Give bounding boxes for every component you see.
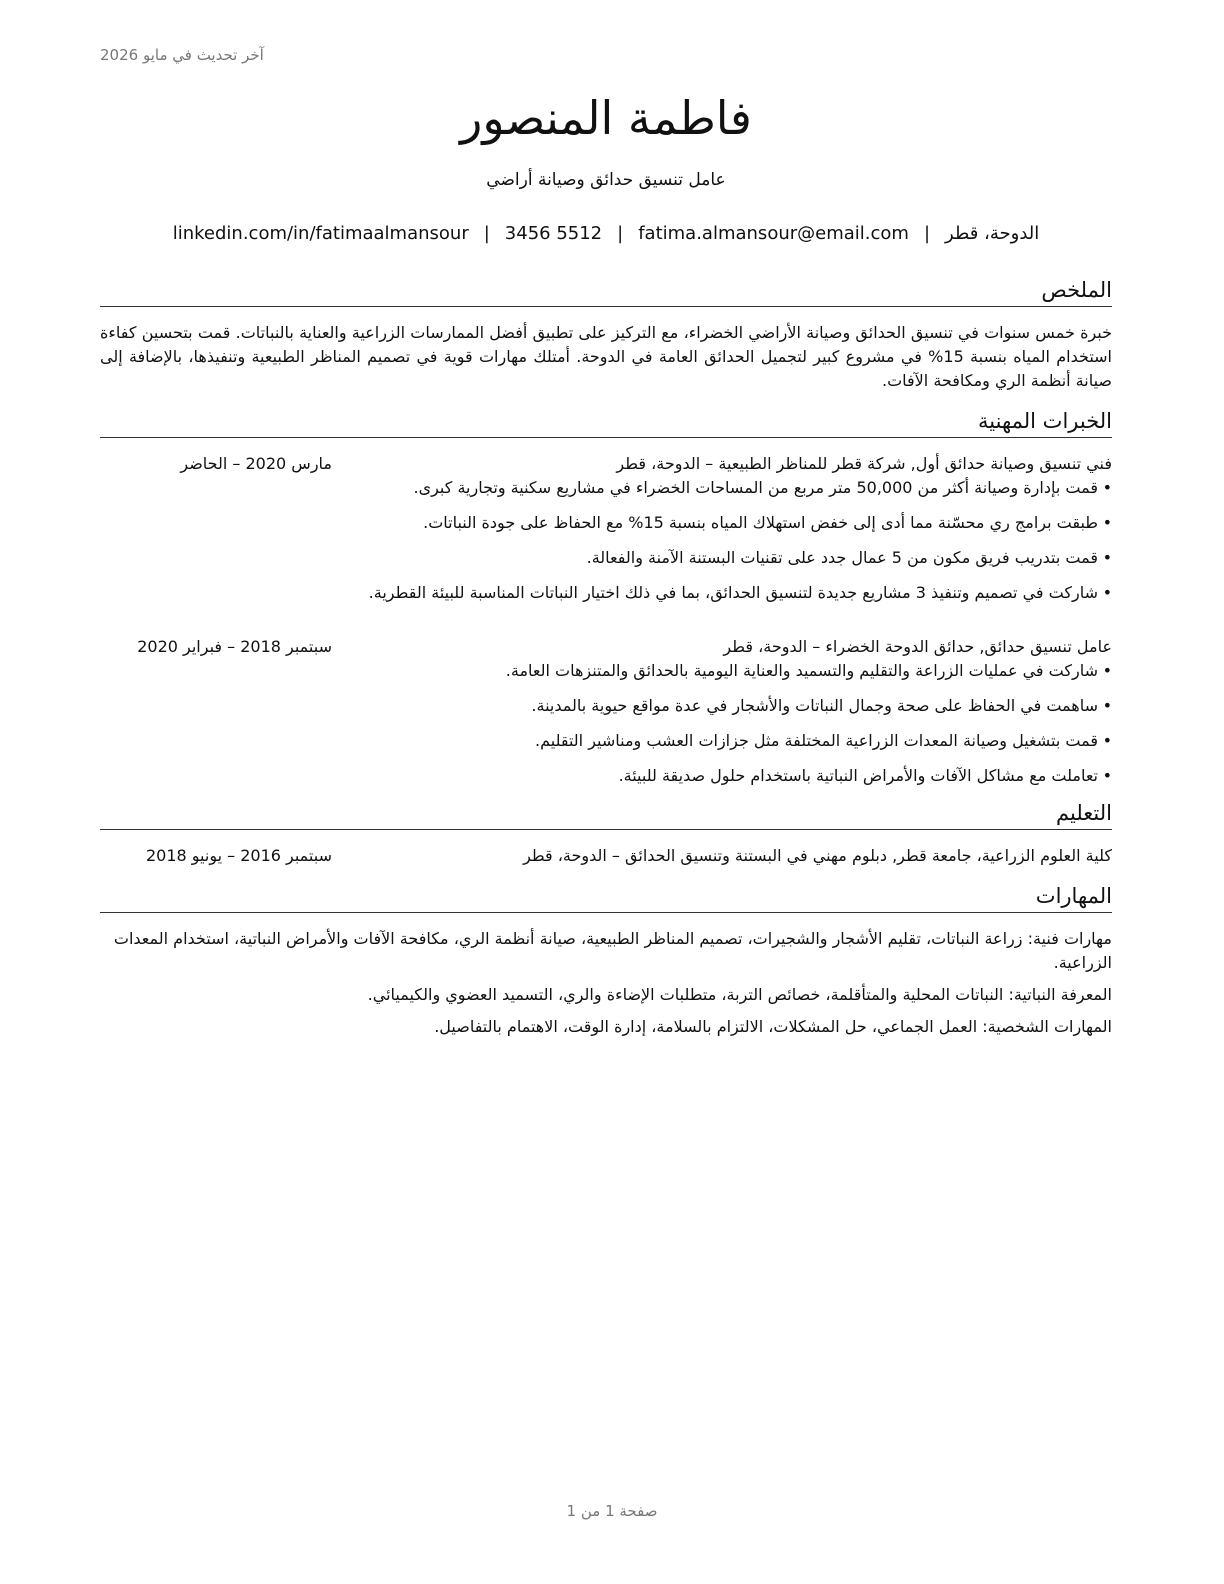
job-role-company: عامل تنسيق حدائق, حدائق الدوحة الخضراء – الدوحة، قطر <box>723 637 1112 656</box>
bullet-icon: • <box>1102 766 1112 785</box>
bullet-text: قمت بتدريب فريق مكون من 5 عمال جدد على تقنيات البستنة الآمنة والفعالة. <box>586 548 1098 567</box>
skills-heading: المهارات <box>100 882 1112 913</box>
education-heading: التعليم <box>100 799 1112 830</box>
summary-heading: الملخص <box>100 276 1112 307</box>
experience-heading: الخبرات المهنية <box>100 407 1112 438</box>
bullet-icon: • <box>1102 661 1112 680</box>
bullet-icon: • <box>1102 478 1112 497</box>
contact-separator: | <box>483 223 490 244</box>
job-entry <box>100 452 1112 605</box>
education-dates: سبتمبر 2016 – يونيو 2018 <box>145 846 332 865</box>
resume-content <box>100 276 1112 1047</box>
job-bullet <box>100 764 1112 788</box>
experience-section <box>100 407 1112 788</box>
bullet-text: قمت بإدارة وصيانة أكثر من 50,000 متر مربع من المساحات الخضراء في مشاريع سكنية وتجارية كبرى. <box>413 478 1098 497</box>
skills-plant-knowledge: المعرفة النباتية: النباتات المحلية والمتأقلمة، خصائص التربة، متطلبات الإضاءة والري، التسميد العضوي والكيميائي. <box>367 985 1112 1004</box>
bullet-icon: • <box>1102 731 1112 750</box>
contact-email[interactable]: fatima.almansour@email.com <box>638 223 909 244</box>
bullet-text: شاركت في عمليات الزراعة والتقليم والتسميد والعناية اليومية بالحدائق والمتنزهات العامة. <box>505 661 1098 680</box>
education-entry <box>100 844 1112 868</box>
job-bullet <box>100 511 1112 535</box>
job-entry <box>100 635 1112 788</box>
last-updated-note: آخر تحديث في مايو 2026 <box>100 46 264 64</box>
job-bullet <box>100 694 1112 718</box>
bullet-icon: • <box>1102 583 1112 602</box>
job-bullet <box>100 659 1112 683</box>
skills-section <box>100 882 1112 1039</box>
bullet-text: شاركت في تصميم وتنفيذ 3 مشاريع جديدة لتنسيق الحدائق، بما في ذلك اختيار النباتات المناسبة للبيئة القطرية. <box>368 583 1098 602</box>
job-bullet-list <box>100 476 1112 605</box>
bullet-text: ساهمت في الحفاظ على صحة وجمال النباتات والأشجار في عدة مواقع حيوية بالمدينة. <box>531 696 1098 715</box>
bullet-icon: • <box>1102 513 1112 532</box>
contact-line <box>100 223 1112 244</box>
job-dates: سبتمبر 2018 – فبراير 2020 <box>137 637 332 656</box>
job-bullet <box>100 546 1112 570</box>
bullet-icon: • <box>1102 548 1112 567</box>
candidate-name: فاطمة المنصور <box>460 91 752 145</box>
skills-personal: المهارات الشخصية: العمل الجماعي، حل المشكلات، الالتزام بالسلامة، إدارة الوقت، الاهتمام بالتفاصيل. <box>434 1017 1112 1036</box>
summary-section <box>100 276 1112 393</box>
job-bullet-list <box>100 659 1112 788</box>
job-bullet <box>100 729 1112 753</box>
bullet-icon: • <box>1102 696 1112 715</box>
contact-separator: | <box>617 223 624 244</box>
bullet-text: تعاملت مع مشاكل الآفات والأمراض النباتية باستخدام حلول صديقة للبيئة. <box>618 766 1098 785</box>
candidate-job-title: عامل تنسيق حدائق وصيانة أراضي <box>486 170 726 190</box>
education-institution: كلية العلوم الزراعية، جامعة قطر, دبلوم مهني في البستنة وتنسيق الحدائق – الدوحة، قطر <box>523 846 1112 865</box>
job-bullet <box>100 476 1112 500</box>
summary-text: خبرة خمس سنوات في تنسيق الحدائق وصيانة الأراضي الخضراء، مع التركيز على تطبيق أفضل الممارسات الزراعية والعناية بالنباتات. قمت بتحسين كفاءة استخدام المياه بنسبة 15% في مشروع كبير لتجميل الحدائق العامة في الدوحة. أمتلك مهارات قوية في تصميم المناظر الطبيعية وتنفيذها، بالإضافة إلى صيانة أنظمة الري ومكافحة الآفات. <box>100 323 1113 390</box>
education-section <box>100 799 1112 868</box>
job-header <box>100 635 1112 659</box>
job-dates: مارس 2020 – الحاضر <box>180 454 332 473</box>
contact-location: الدوحة، قطر <box>945 223 1040 244</box>
contact-linkedin[interactable]: linkedin.com/in/fatimaalmansour <box>172 223 469 244</box>
contact-phone: 3456 5512 <box>504 223 603 244</box>
job-header <box>100 452 1112 476</box>
bullet-text: قمت بتشغيل وصيانة المعدات الزراعية المختلفة مثل جزازات العشب ومناشير التقليم. <box>535 731 1098 750</box>
job-bullet <box>100 581 1112 605</box>
contact-separator: | <box>923 223 931 244</box>
bullet-text: طبقت برامج ري محسّنة مما أدى إلى خفض استهلاك المياه بنسبة 15% مع الحفاظ على جودة النباتات. <box>423 513 1098 532</box>
page-number: صفحة 1 من 1 <box>566 1502 658 1520</box>
job-role-company: فني تنسيق وصيانة حدائق أول, شركة قطر للمناظر الطبيعية – الدوحة، قطر <box>616 454 1112 473</box>
skills-technical: مهارات فنية: زراعة النباتات، تقليم الأشجار والشجيرات، تصميم المناظر الطبيعية، صيانة أنظمة الري، مكافحة الآفات والأمراض النباتية، استخدام المعدات الزراعية. <box>113 929 1112 972</box>
